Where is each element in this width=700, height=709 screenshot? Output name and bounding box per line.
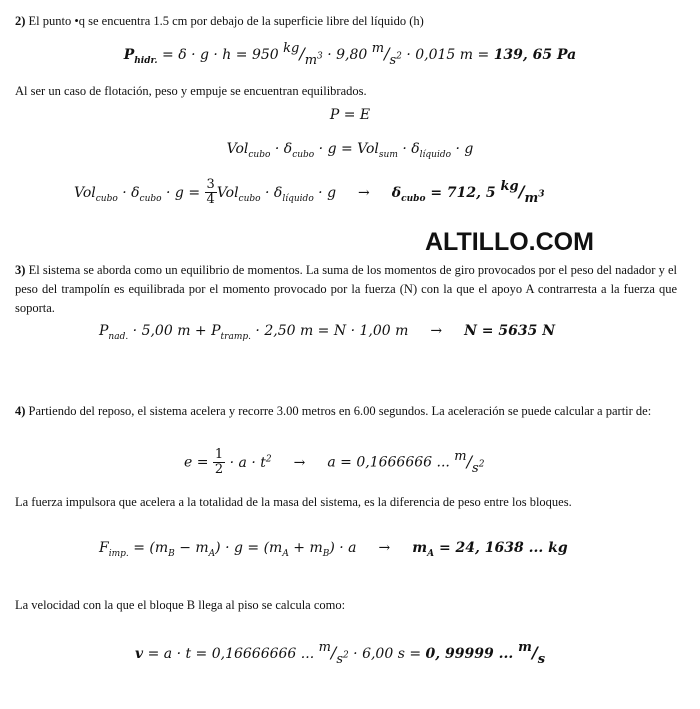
- section-3-number: 3): [15, 263, 26, 277]
- arrow-icon: →: [430, 323, 443, 339]
- equation-velocity: v = a · t = 0,16666666 ... $m/s^2 \cdot 6,00$ s = 0, 99999 ... m/s: [135, 640, 546, 667]
- equation-p-equals-e: P = E: [329, 107, 371, 123]
- section-2-flotation-text: Al ser un caso de flotación, peso y empuje se encuentran equilibrados.: [15, 84, 367, 98]
- section-4-force-text: La fuerza impulsora que acelera a la totalidad de la masa del sistema, es la diferencia de peso entre los bloques.: [15, 495, 572, 509]
- equation-force: $F_{imp.} = (m_B - m_A) \cdot g = (m_A + m_B) \cdot a \to m_A = 24$, 1638 ... kg: [99, 540, 568, 559]
- arrow-icon: →: [293, 454, 306, 471]
- unit-kg-m3: $kg/m^3$: [283, 41, 323, 68]
- velocity-result: 0, 99999 ...: [425, 646, 519, 662]
- equation-acceleration: e = $\frac{1}{2}$ · $a \cdot t^2 \to a = 0,1666666$ ... $m/s^2$: [184, 447, 485, 477]
- fraction-one-half: $\frac{1}{2}$: [214, 447, 224, 477]
- unit-m-s2-accel: $m/s^2$: [454, 448, 485, 476]
- fraction-three-quarters: $\frac{3}{4}$: [206, 177, 215, 207]
- moment-result: N = 5635 N: [464, 323, 556, 339]
- equation-cube-density: $Vol_{cubo} \cdot \delta_{cubo} \cdot g$ = $\frac{3}{4}$ $Vol_{cubo} \cdot \delta_{líquido} \cdot g \to \delta_{cubo} = 712$, 5 $kg/m^3$: [74, 177, 545, 207]
- unit-m-s-result: m/s: [518, 640, 546, 667]
- equation-pressure: $P_{hidr.} = \delta \cdot g \cdot h = 950$ $kg/m^3 \cdot 9,80$ $m/s^2 \cdot 0,015$ m = 139, 65 Pa: [123, 41, 577, 68]
- section-4-intro: [15, 402, 677, 421]
- watermark: ALTILLO.COM: [425, 228, 594, 256]
- section-2-number: 2): [15, 14, 26, 28]
- mass-result: $m_A = 24$, 1638 ... kg: [412, 540, 568, 559]
- equation-moments: $P_{nad.} \cdot 5,00$ $m + P_{tramp.} \cdot 2,50$ m = N · 1,00 m → N = 5635 N: [99, 323, 556, 342]
- unit-kg-m3-result: $kg/m^3$: [500, 178, 545, 206]
- section-4-text: Partiendo del reposo, el sistema acelera y recorre 3.00 metros en 6.00 segundos. La aceleración se puede calcular a partir de:: [28, 404, 652, 418]
- unit-m-s2: $m/s^2$: [371, 41, 402, 68]
- section-4-velocity-text: La velocidad con la que el bloque B llega al piso se calcula como:: [15, 598, 346, 612]
- section-3-intro: [15, 261, 677, 318]
- equation-volume-balance: $Vol_{cubo} \cdot \delta_{cubo} \cdot g = Vol_{sum} \cdot \delta_{líquido} \cdot g$: [226, 141, 474, 160]
- arrow-icon: →: [378, 540, 391, 556]
- section-3-text: El sistema se aborda como un equilibrio de momentos. La suma de los momentos de giro provocados por el peso del nadador y el peso del trampolín es equilibrada por el momento provocado por la fuerza (N) con la que el apoyo A contrarresta a la fuerza que soporta.: [15, 263, 677, 315]
- unit-m-s2-velocity: $m/s^2$: [318, 640, 349, 667]
- pressure-result: 139, 65 Pa: [493, 47, 577, 63]
- section-4-number: 4): [15, 404, 26, 418]
- section-2-text: El punto •q se encuentra 1.5 cm por debajo de la superficie libre del líquido (h): [28, 14, 424, 28]
- section-2-intro: [15, 12, 677, 31]
- arrow-icon: →: [358, 184, 370, 201]
